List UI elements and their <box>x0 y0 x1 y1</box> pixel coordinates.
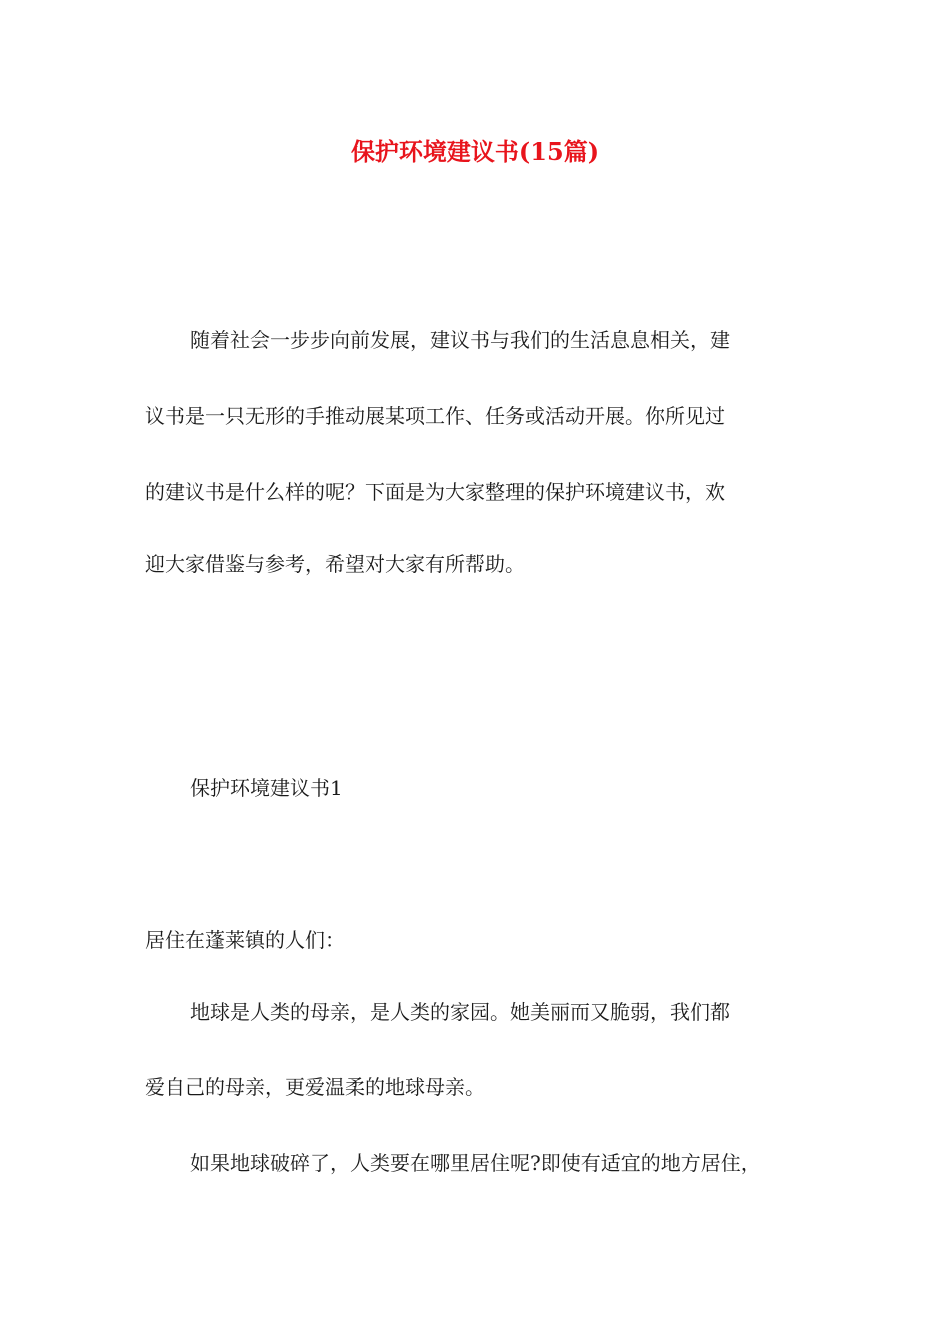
body-paragraph-line: 如果地球破碎了，人类要在哪里居住呢?即使有适宜的地方居住， <box>190 1151 761 1175</box>
body-paragraph-line: 爱自己的母亲，更爱温柔的地球母亲。 <box>145 1075 485 1099</box>
intro-paragraph-line: 迎大家借鉴与参考，希望对大家有所帮助。 <box>145 552 525 576</box>
document-title: 保护环境建议书(15篇) <box>350 137 600 166</box>
intro-paragraph-line: 议书是一只无形的手推动展某项工作、任务或活动开展。你所见过 <box>145 404 725 428</box>
intro-paragraph-line: 随着社会一步步向前发展，建议书与我们的生活息息相关，建 <box>190 328 730 352</box>
section-heading: 保护环境建议书1 <box>190 776 343 800</box>
intro-paragraph-line: 的建议书是什么样的呢？下面是为大家整理的保护环境建议书，欢 <box>145 480 725 504</box>
salutation: 居住在蓬莱镇的人们： <box>145 928 345 952</box>
body-paragraph-line: 地球是人类的母亲，是人类的家园。她美丽而又脆弱，我们都 <box>190 1000 730 1024</box>
